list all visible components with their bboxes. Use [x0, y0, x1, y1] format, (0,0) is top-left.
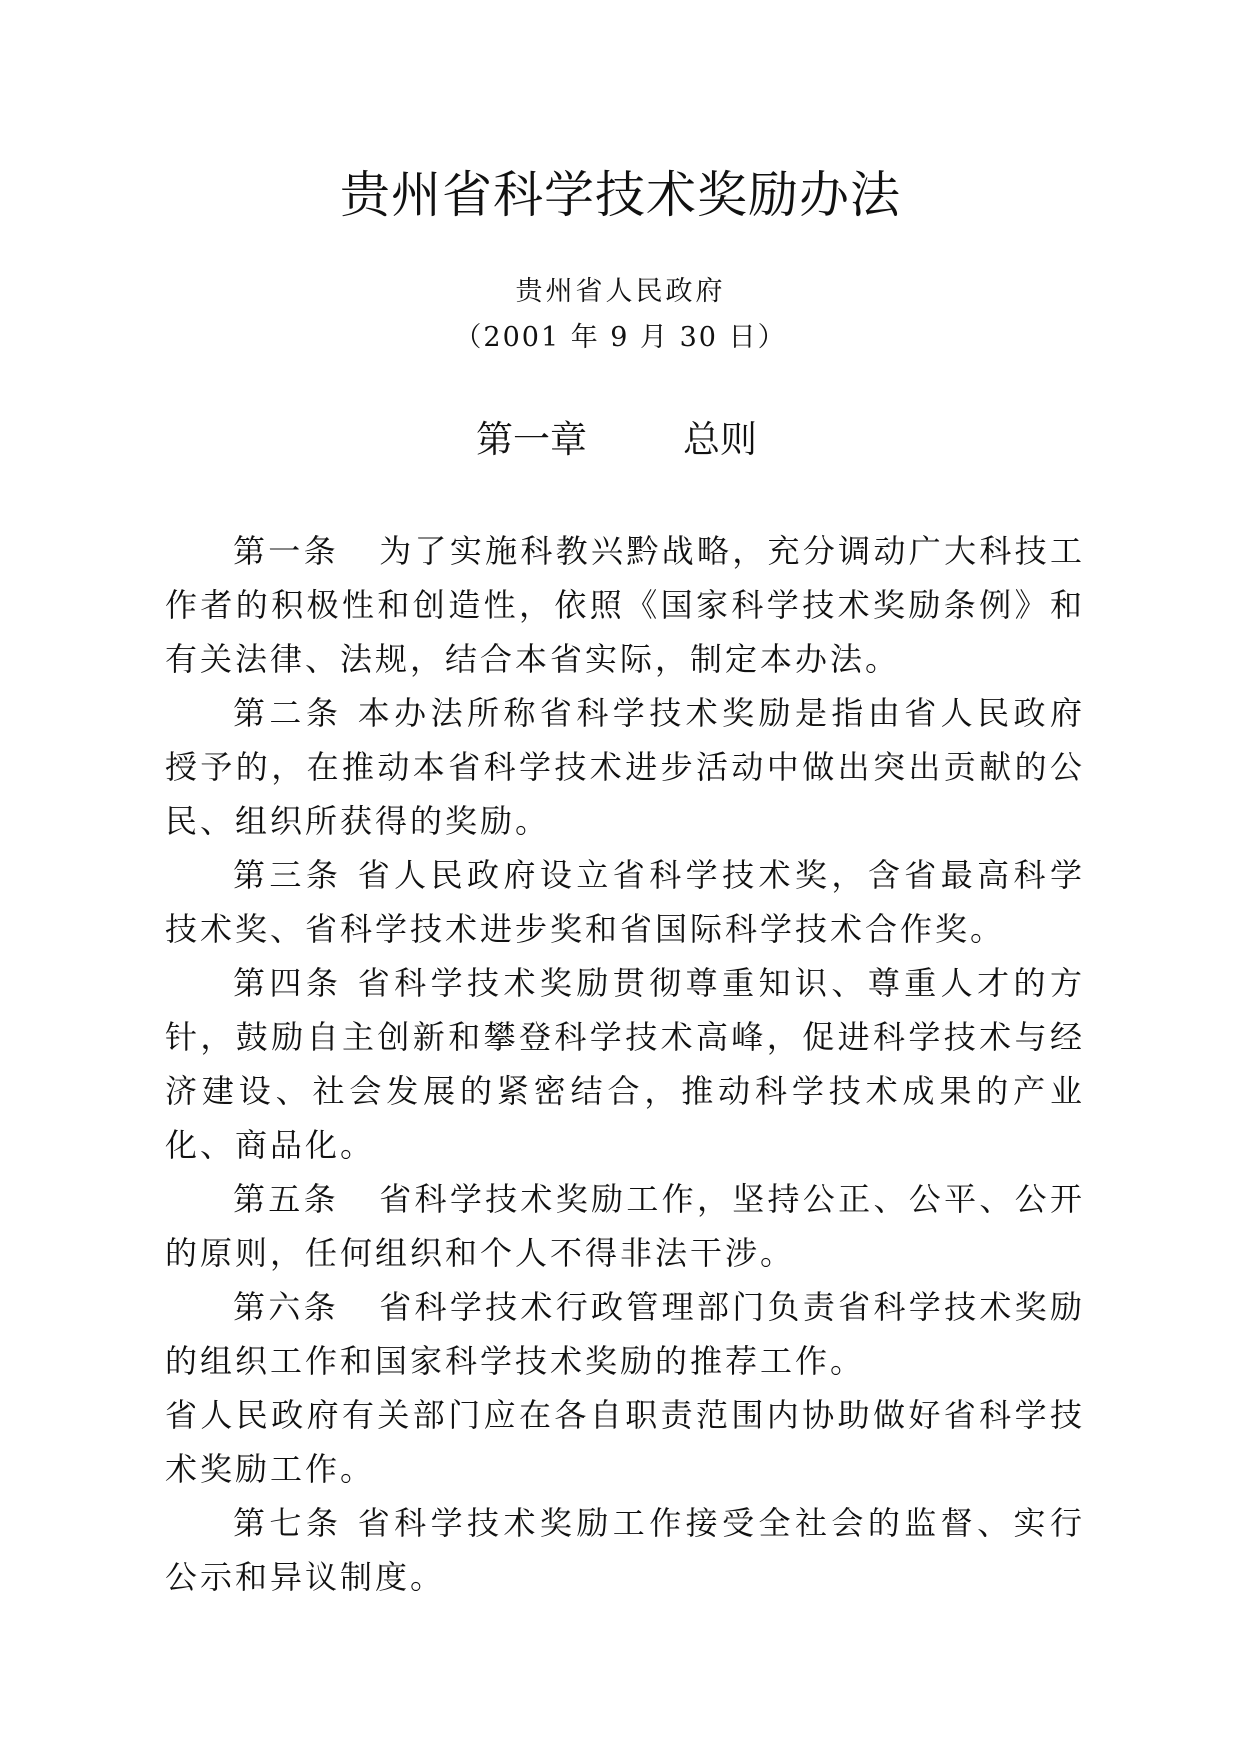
article-text: 省科学技术奖励工作接受全社会的监督、实行公示和异议制度。 [165, 1504, 1085, 1596]
article-text: 省科学技术奖励贯彻尊重知识、尊重人才的方针，鼓励自主创新和攀登科学技术高峰，促进科学技术与经济建设、社会发展的紧密结合，推动科学技术成果的产业化、商品化。 [165, 964, 1085, 1164]
article-label: 第五条 [233, 1180, 339, 1218]
article-6-continuation: 省人民政府有关部门应在各自职责范围内协助做好省科学技术奖励工作。 [165, 1396, 1085, 1488]
chapter-heading [476, 414, 757, 466]
article-label: 第二条 [233, 694, 343, 732]
article-text: 省科学技术行政管理部门负责省科学技术奖励的组织工作和国家科学技术奖励的推荐工作。 [165, 1288, 1085, 1380]
article-3 [165, 848, 1085, 956]
document-body [165, 524, 1085, 1604]
article-text: 省人民政府设立省科学技术奖，含省最高科学技术奖、省科学技术进步奖和省国际科学技术合作奖。 [165, 856, 1085, 948]
article-5 [165, 1172, 1085, 1280]
article-4 [165, 956, 1085, 1172]
article-2 [165, 686, 1085, 848]
article-text: 本办法所称省科学技术奖励是指由省人民政府授予的，在推动本省科学技术进步活动中做出突出贡献的公民、组织所获得的奖励。 [165, 694, 1085, 840]
issuer: 贵州省人民政府 [515, 276, 726, 307]
article-label: 第六条 [233, 1288, 339, 1326]
article-label: 第四条 [233, 964, 343, 1002]
article-7 [165, 1496, 1085, 1604]
chapter-number: 第一章 [476, 418, 587, 461]
article-1 [165, 524, 1085, 686]
article-text: 为了实施科教兴黔战略，充分调动广大科技工作者的积极性和创造性，依照《国家科学技术奖励条例》和有关法律、法规，结合本省实际，制定本办法。 [165, 532, 1085, 678]
document-title: 贵州省科学技术奖励办法 [340, 166, 901, 224]
article-label: 第三条 [233, 856, 343, 894]
article-label: 第七条 [233, 1504, 343, 1542]
article-6 [165, 1280, 1085, 1388]
article-text: 省科学技术奖励工作，坚持公正、公平、公开的原则，任何组织和个人不得非法干涉。 [165, 1180, 1085, 1272]
issue-date: （2001 年 9 月 30 日） [454, 322, 787, 353]
chapter-title: 总则 [683, 418, 757, 461]
article-label: 第一条 [233, 532, 339, 570]
